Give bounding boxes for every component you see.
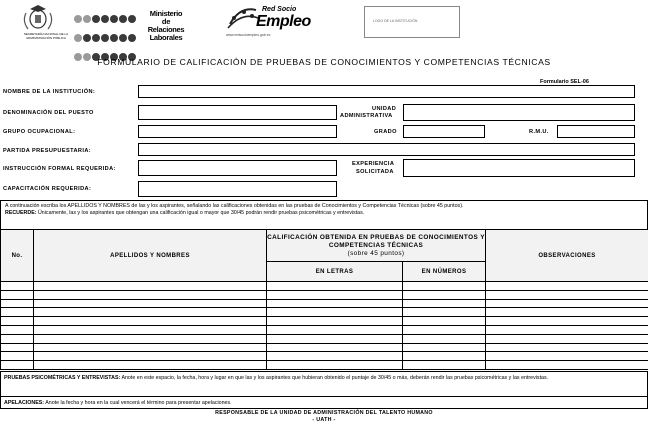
col-header-nombres: APELLIDOS Y NOMBRES: [34, 230, 267, 282]
apelaciones-label: APELACIONES:: [4, 400, 45, 406]
table-row: [1, 308, 648, 317]
grado-label: GRADO: [374, 129, 397, 135]
cell-letras[interactable]: [267, 308, 403, 317]
table-row: [1, 290, 648, 299]
institution-logo-box: [364, 6, 460, 38]
cell-numeros[interactable]: [403, 325, 486, 334]
rse-url-text: www.redsocioempleo.gob.ec: [226, 33, 271, 37]
table-row: [1, 361, 648, 370]
table-row: [1, 343, 648, 352]
table-row: [1, 325, 648, 334]
cell-letras[interactable]: [267, 317, 403, 326]
cell-observaciones[interactable]: [486, 299, 648, 308]
instruccion-label: INSTRUCCIÓN FORMAL REQUERIDA:: [3, 166, 116, 172]
cell-observaciones[interactable]: [486, 343, 648, 352]
cell-no[interactable]: [1, 299, 34, 308]
page-header: [0, 0, 648, 46]
cell-nombres[interactable]: [34, 352, 267, 361]
grado-field[interactable]: [403, 125, 485, 138]
cell-letras[interactable]: [267, 361, 403, 370]
recuerde-text: Únicamente, las y los aspirantes que obtengan una calificación igual o mayor que 30/45 podrán rendir pruebas psicométricas y entrevistas.: [37, 209, 365, 216]
pruebas-text: Anote en este espacio, la fecha, hora y lugar en que las y los aspirantes que hubieran obtenido el puntaje de 30/45 o más, deberán rendir las pruebas psicométricas y las entrevistas.: [121, 375, 549, 381]
instructions-text: A continuación escriba los APELLIDOS Y NOMBRES de las y los aspirantes, señalando las calificaciones obtenidas en las pruebas de Conocimientos y Competencias Técnicas (sobre 45 puntos).: [5, 203, 464, 209]
empleo-text: Empleo: [256, 13, 311, 30]
table-row: [1, 299, 648, 308]
red-socio-empleo-logo: [226, 4, 336, 40]
cell-nombres[interactable]: [34, 361, 267, 370]
table-body: [1, 282, 648, 370]
cell-no[interactable]: [1, 317, 34, 326]
rmu-field[interactable]: [557, 125, 635, 138]
sobre-text: (sobre 45 puntos): [347, 249, 405, 257]
cell-numeros[interactable]: [403, 290, 486, 299]
grupo-field[interactable]: [138, 125, 337, 138]
col-header-numeros: EN NÚMEROS: [403, 262, 486, 282]
cell-observaciones[interactable]: [486, 352, 648, 361]
uath-text: - UATH -: [312, 417, 336, 423]
pruebas-box: [0, 371, 648, 396]
signature-area: [0, 408, 648, 424]
recuerde-label: RECUERDE:: [5, 209, 37, 216]
ministerio-logo: [74, 8, 185, 42]
unidad-field[interactable]: [403, 104, 635, 121]
cell-observaciones[interactable]: [486, 361, 648, 370]
network-people-icon: [226, 4, 260, 32]
cell-observaciones[interactable]: [486, 290, 648, 299]
col-header-calificacion: [267, 230, 486, 262]
ministerio-text: Ministerio de Relaciones Laborales: [147, 9, 185, 42]
cell-nombres[interactable]: [34, 325, 267, 334]
cell-nombres[interactable]: [34, 343, 267, 352]
cell-no[interactable]: [1, 308, 34, 317]
instructions-box: [0, 200, 648, 229]
apelaciones-text: Anote la fecha y hora en la cual vencerá el término para presentar apelaciones.: [45, 400, 232, 406]
cell-letras[interactable]: [267, 282, 403, 291]
partida-field[interactable]: [138, 143, 635, 156]
cell-numeros[interactable]: [403, 343, 486, 352]
cell-nombres[interactable]: [34, 334, 267, 343]
cell-nombres[interactable]: [34, 282, 267, 291]
pruebas-label: PRUEBAS PSICOMÉTRICAS Y ENTREVISTAS:: [4, 375, 121, 381]
cell-no[interactable]: [1, 343, 34, 352]
red-socio-text: Red Socio: [262, 6, 297, 13]
cell-numeros[interactable]: [403, 282, 486, 291]
ecuador-seal-logo: [8, 3, 68, 43]
instruccion-field[interactable]: [138, 160, 337, 176]
cell-observaciones[interactable]: [486, 308, 648, 317]
cell-letras[interactable]: [267, 334, 403, 343]
cell-letras[interactable]: [267, 343, 403, 352]
col-header-letras: EN LETRAS: [267, 262, 403, 282]
apelaciones-box: [0, 396, 648, 408]
unidad-label-2: ADMINISTRATIVA: [340, 113, 393, 119]
cell-letras[interactable]: [267, 290, 403, 299]
puesto-label: DENOMINACIÓN DEL PUESTO: [3, 110, 94, 116]
cell-no[interactable]: [1, 282, 34, 291]
cell-numeros[interactable]: [403, 317, 486, 326]
rmu-label: R.M.U.: [529, 129, 549, 135]
cell-observaciones[interactable]: [486, 317, 648, 326]
form-title: FORMULARIO DE CALIFICACIÓN DE PRUEBAS DE CONOCIMIENTOS Y COMPETENCIAS TÉCNICAS: [97, 57, 551, 67]
cell-no[interactable]: [1, 290, 34, 299]
experiencia-label-1: EXPERIENCIA: [352, 161, 395, 167]
table-row: [1, 352, 648, 361]
table-row: [1, 317, 648, 326]
table-row: [1, 334, 648, 343]
cell-no[interactable]: [1, 334, 34, 343]
calificaciones-table: [0, 229, 648, 370]
coat-of-arms-icon: [8, 3, 68, 33]
calificacion-text: CALIFICACIÓN OBTENIDA EN PRUEBAS DE CONOCIMIENTOS Y COMPETENCIAS TÉCNICAS: [267, 233, 485, 249]
form-code: Formulario SEL-06: [540, 79, 589, 85]
cell-nombres[interactable]: [34, 317, 267, 326]
institucion-label: NOMBRE DE LA INSTITUCIÓN:: [3, 89, 96, 95]
cell-no[interactable]: [1, 352, 34, 361]
cell-observaciones[interactable]: [486, 325, 648, 334]
cell-numeros[interactable]: [403, 352, 486, 361]
cell-numeros[interactable]: [403, 361, 486, 370]
cell-nombres[interactable]: [34, 299, 267, 308]
unidad-label-1: UNIDAD: [372, 106, 397, 112]
responsable-text: RESPONSABLE DE LA UNIDAD DE ADMINISTRACIÓN DEL TALENTO HUMANO: [215, 410, 433, 416]
cell-observaciones[interactable]: [486, 334, 648, 343]
logo-box-text: LOGO DE LA INSTITUCIÓN: [373, 19, 418, 23]
capacitacion-field[interactable]: [138, 181, 337, 197]
experiencia-label-2: SOLICITADA: [356, 169, 394, 175]
cell-nombres[interactable]: [34, 308, 267, 317]
institucion-field[interactable]: [138, 85, 635, 98]
cell-numeros[interactable]: [403, 334, 486, 343]
cell-numeros[interactable]: [403, 299, 486, 308]
cell-letras[interactable]: [267, 325, 403, 334]
cell-letras[interactable]: [267, 299, 403, 308]
col-header-observaciones: OBSERVACIONES: [486, 230, 648, 282]
cell-no[interactable]: [1, 361, 34, 370]
capacitacion-label: CAPACITACIÓN REQUERIDA:: [3, 186, 92, 192]
cell-numeros[interactable]: [403, 308, 486, 317]
puesto-field[interactable]: [138, 105, 337, 120]
cell-letras[interactable]: [267, 352, 403, 361]
partida-label: PARTIDA PRESUPUESTARIA:: [3, 148, 92, 154]
seal-caption: SECRETARÍA NACIONAL DE LA ADMINISTRACIÓN PÚBLICA: [23, 32, 69, 40]
experiencia-field[interactable]: [403, 159, 635, 177]
cell-no[interactable]: [1, 325, 34, 334]
cell-nombres[interactable]: [34, 290, 267, 299]
grupo-label: GRUPO OCUPACIONAL:: [3, 129, 76, 135]
col-header-no: No.: [1, 230, 34, 282]
cell-observaciones[interactable]: [486, 282, 648, 291]
table-row: [1, 282, 648, 291]
